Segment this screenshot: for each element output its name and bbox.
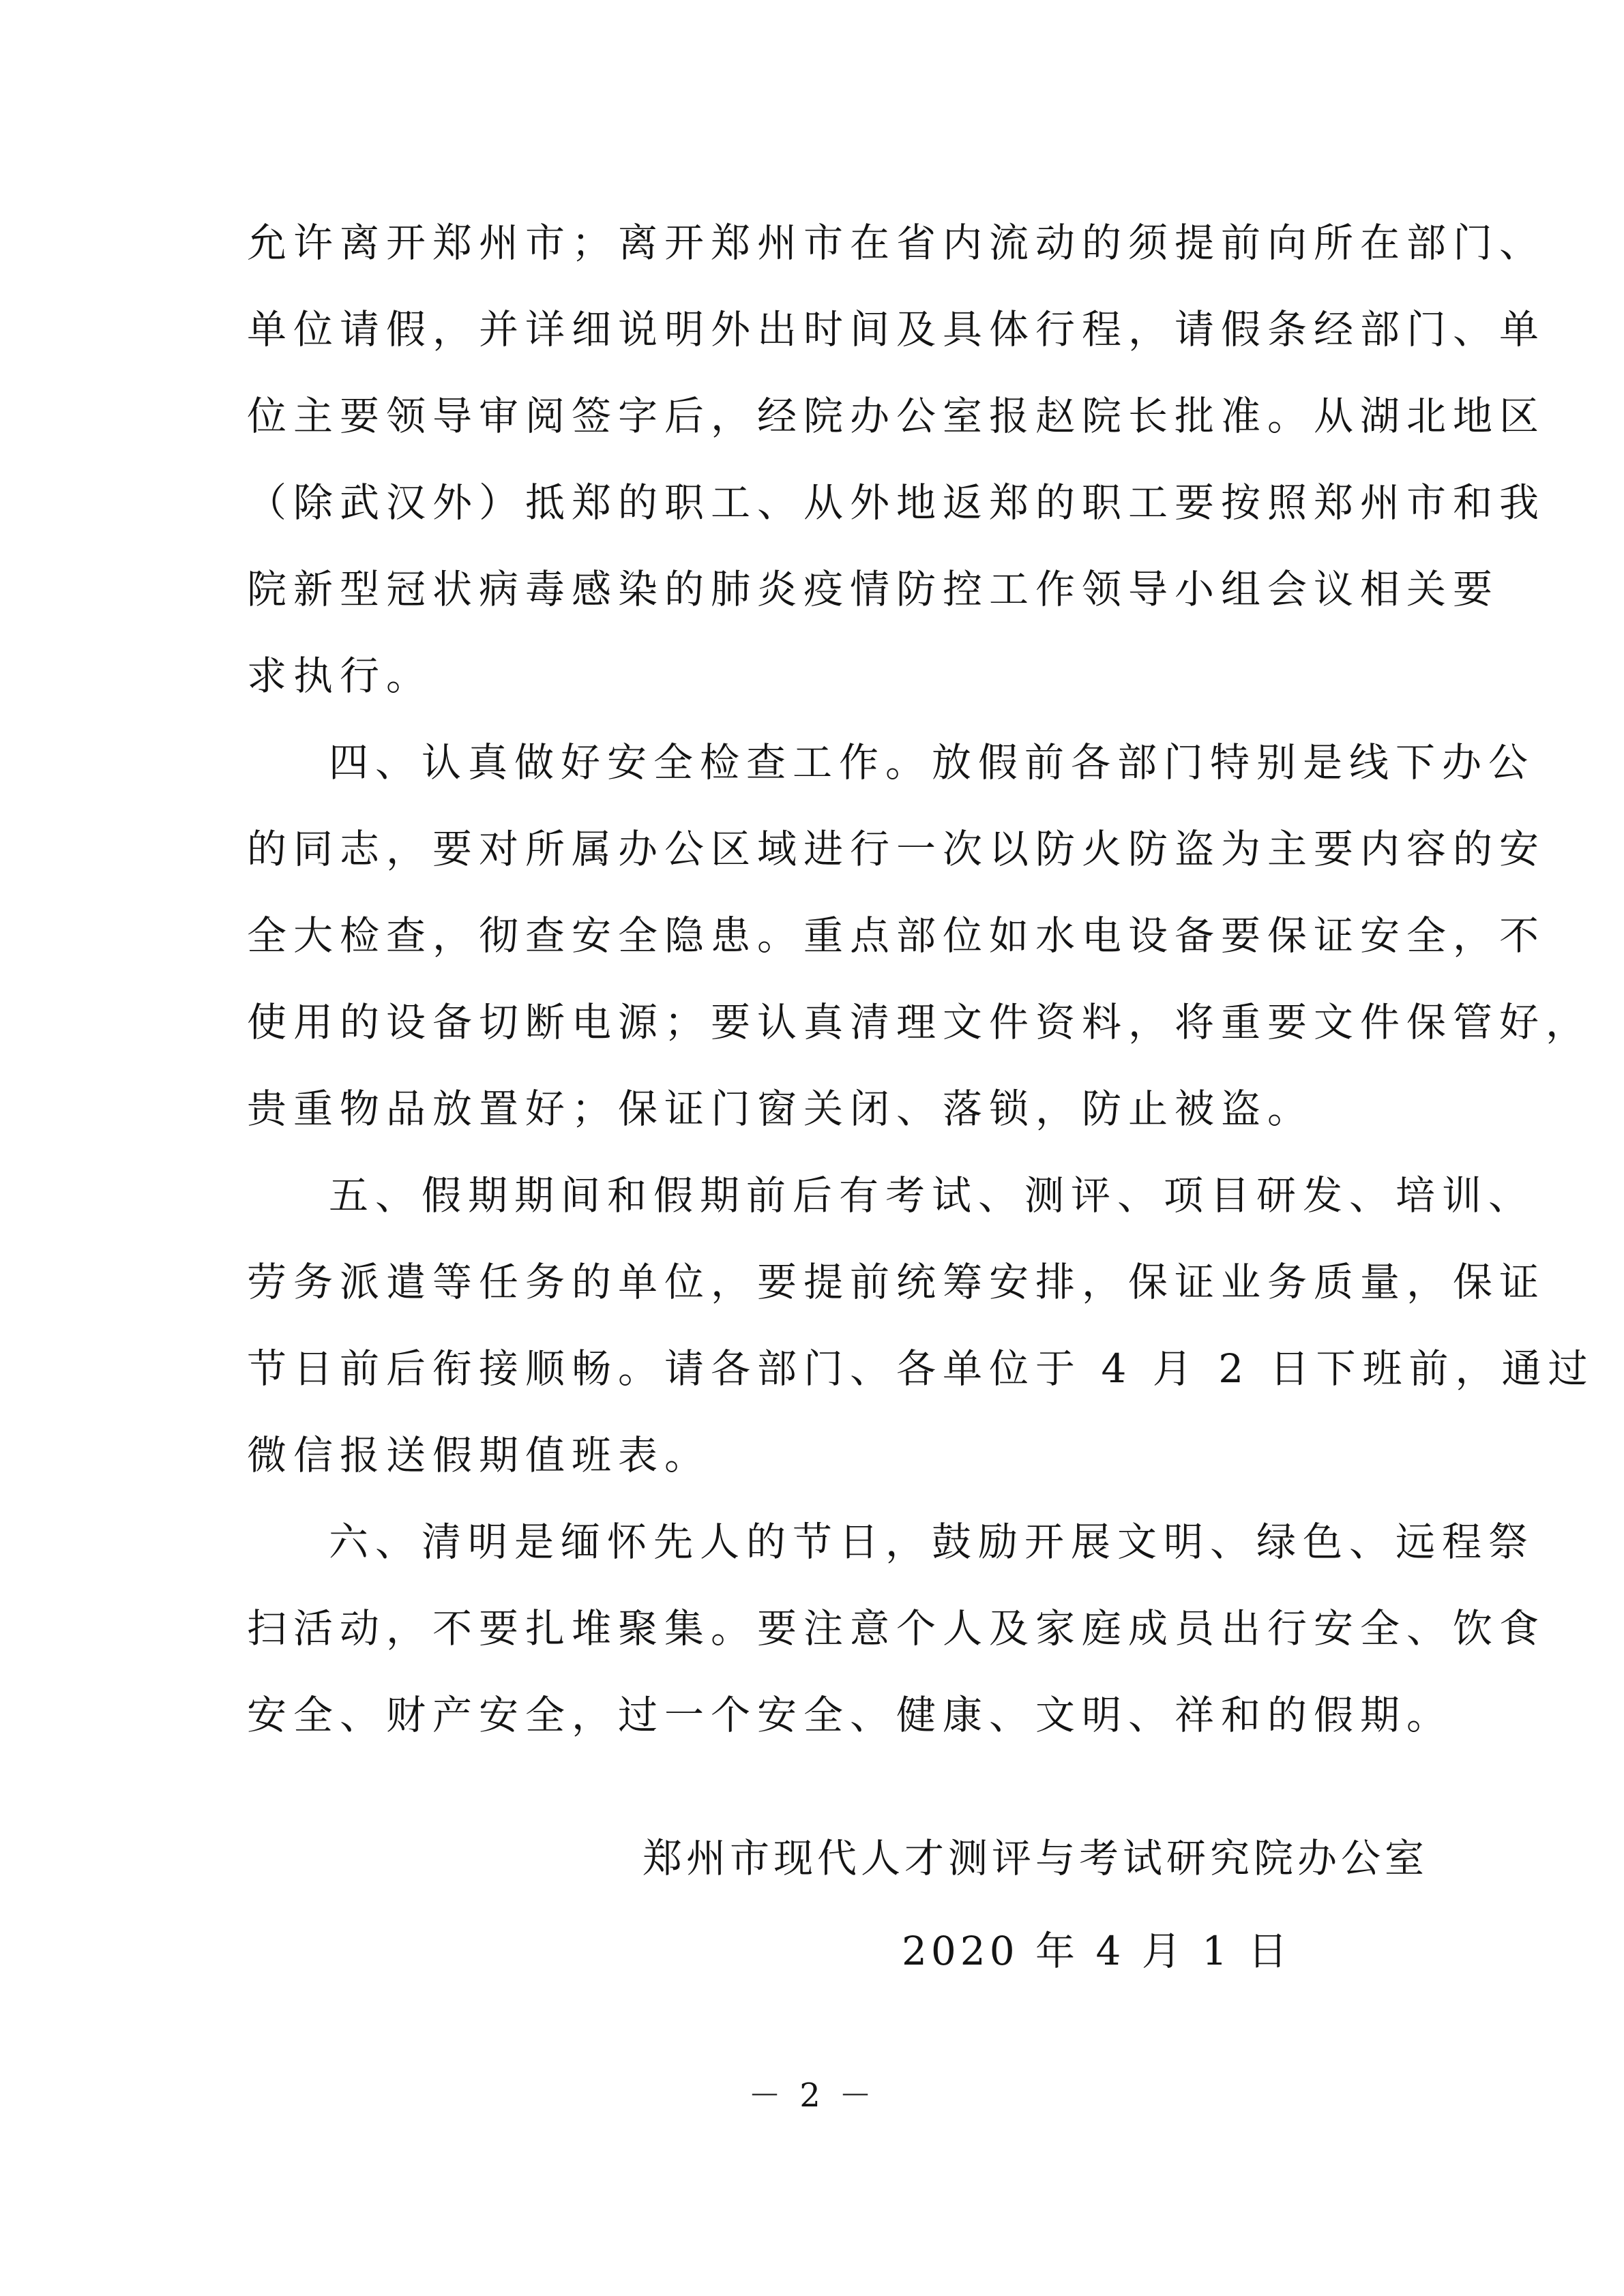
body-line: 扫活动，不要扎堆聚集。要注意个人及家庭成员出行安全、饮食: [247, 1605, 1546, 1652]
body-line: 的同志，要对所属办公区域进行一次以防火防盗为主要内容的安: [247, 826, 1546, 872]
body-line: 微信报送假期值班表。: [247, 1432, 711, 1478]
body-line: 位主要领导审阅签字后，经院办公室报赵院长批准。从湖北地区: [247, 393, 1546, 439]
paragraph-start-line: 六、清明是缅怀先人的节日，鼓励开展文明、绿色、远程祭: [329, 1519, 1535, 1565]
body-line: 求执行。: [247, 653, 433, 699]
body-line: 贵重物品放置好；保证门窗关闭、落锁，防止被盗。: [247, 1086, 1314, 1132]
body-line: 劳务派遣等任务的单位，要提前统筹安排，保证业务质量，保证: [247, 1259, 1546, 1305]
body-line: 节日前后衔接顺畅。请各部门、各单位于 4 月 2 日下班前，通过: [247, 1345, 1595, 1392]
body-line: 安全、财产安全，过一个安全、健康、文明、祥和的假期。: [247, 1692, 1453, 1738]
paragraph-start-line: 四、认真做好安全检查工作。放假前各部门特别是线下办公: [329, 739, 1535, 786]
body-line: 院新型冠状病毒感染的肺炎疫情防控工作领导小组会议相关要: [247, 566, 1500, 612]
body-line: 全大检查，彻查安全隐患。重点部位如水电设备要保证安全，不: [247, 912, 1546, 959]
page-number: － 2 －: [748, 2076, 876, 2115]
body-line: （除武汉外）抵郑的职工、从外地返郑的职工要按照郑州市和我: [247, 479, 1546, 526]
issuer-signature: 郑州市现代人才测评与考试研究院办公室: [643, 1835, 1429, 1881]
paragraph-start-line: 五、假期期间和假期前后有考试、测评、项目研发、培训、: [329, 1172, 1535, 1219]
body-line: 允许离开郑州市；离开郑州市在省内流动的须提前向所在部门、: [247, 220, 1546, 266]
body-line: 使用的设备切断电源；要认真清理文件资料，将重要文件保管好，: [247, 999, 1593, 1045]
issue-date: 2020 年 4 月 1 日: [902, 1928, 1292, 1974]
body-line: 单位请假，并详细说明外出时间及具体行程，请假条经部门、单: [247, 306, 1546, 353]
